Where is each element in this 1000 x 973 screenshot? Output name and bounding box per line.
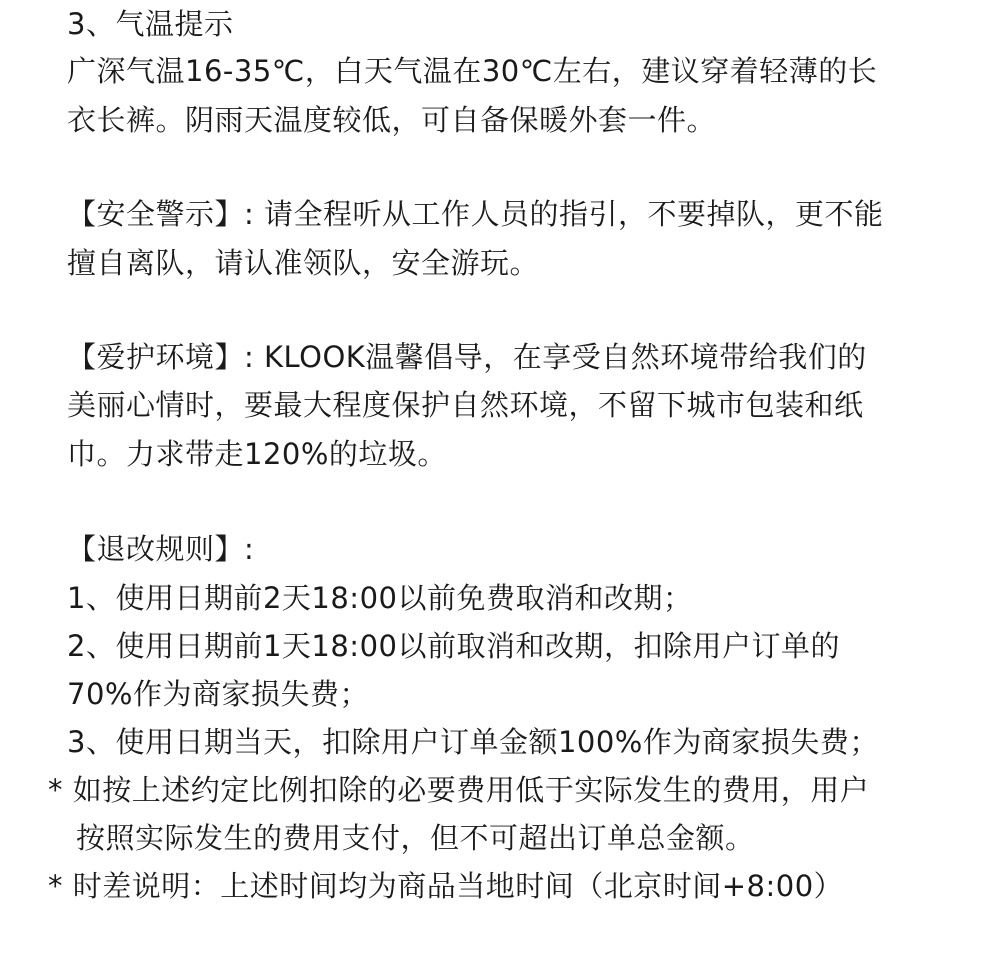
refund-note-2: * 时差说明：上述时间均为商品当地时间（北京时间+8:00）: [48, 869, 844, 903]
temperature-text-line-2: 衣长裤。阴雨天温度较低，可自备保暖外套一件。: [67, 103, 717, 137]
temperature-heading: 3、气温提示: [67, 7, 234, 41]
refund-rule-2-line-1: 2、使用日期前1天18:00以前取消和改期，扣除用户订单的: [67, 629, 840, 663]
environment-text-line-3: 巾。力求带走120%的垃圾。: [67, 437, 447, 471]
refund-note-1-line-1: * 如按上述约定比例扣除的必要费用低于实际发生的费用，用户: [48, 773, 870, 807]
refund-note-1-line-2: 按照实际发生的费用支付，但不可超出订单总金额。: [76, 821, 755, 855]
environment-text-line-2: 美丽心情时，要最大程度保护自然环境，不留下城市包装和纸: [67, 388, 864, 422]
temperature-text-line-1: 广深气温16-35℃，白天气温在30℃左右，建议穿着轻薄的长: [67, 54, 878, 88]
refund-rule-1: 1、使用日期前2天18:00以前免费取消和改期；: [67, 581, 693, 615]
environment-text-line-1: 【爱护环境】: KLOOK温馨倡导，在享受自然环境带给我们的: [67, 340, 867, 374]
safety-text-line-1: 【安全警示】: 请全程听从工作人员的指引，不要掉队，更不能: [67, 197, 884, 231]
refund-heading: 【退改规则】:: [67, 532, 255, 566]
refund-rule-2-line-2: 70%作为商家损失费；: [67, 677, 369, 711]
refund-rule-3: 3、使用日期当天，扣除用户订单金额100%作为商家损失费；: [67, 725, 879, 759]
safety-text-line-2: 擅自离队，请认准领队，安全游玩。: [67, 246, 540, 280]
